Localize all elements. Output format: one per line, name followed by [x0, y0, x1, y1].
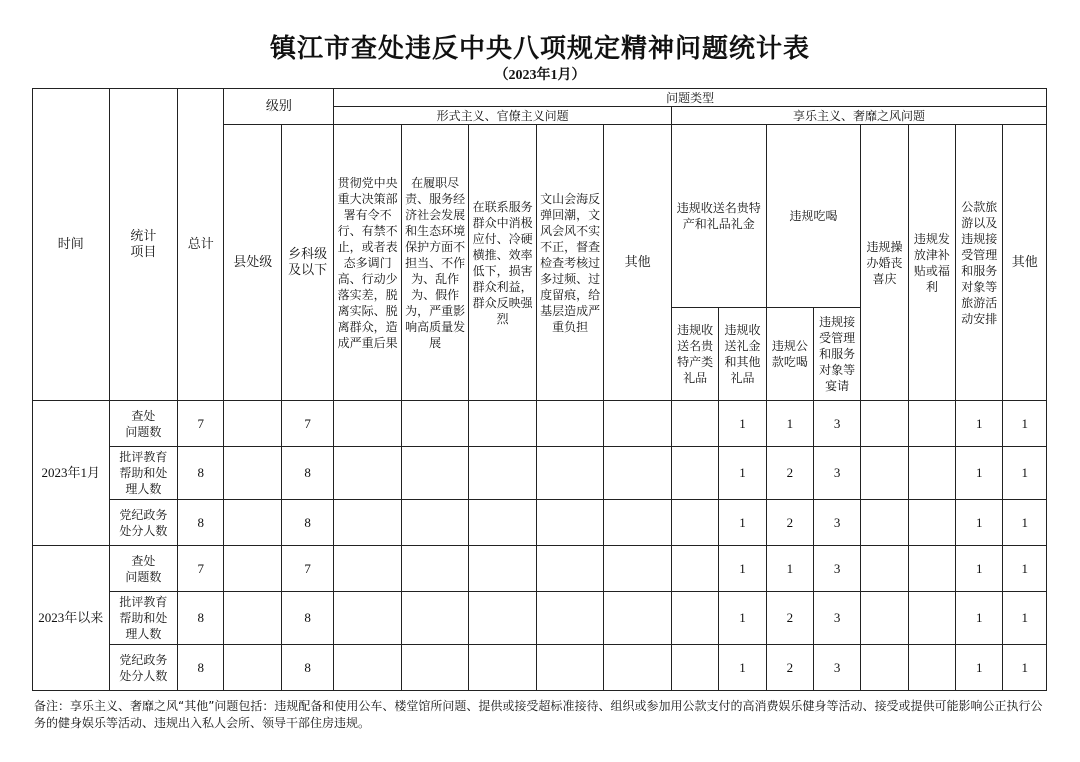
header-travel: 公款旅游以及违规接受管理和服务对象等旅游活动安排 — [956, 125, 1003, 401]
header-eating-banquet: 违规接受管理和服务对象等宴请 — [814, 308, 861, 401]
table-row — [33, 500, 1047, 546]
page-subtitle: （2023年1月） — [494, 68, 586, 83]
header-level: 级别 — [224, 89, 334, 125]
other-cell: 1 — [1003, 500, 1047, 546]
page-title: 镇江市查处违反中央八项规定精神问题统计表 — [269, 34, 810, 64]
formalism-other-cell — [604, 447, 672, 500]
gifts-specialty-cell — [671, 401, 718, 447]
total-cell: 8 — [178, 592, 224, 645]
total-cell: 8 — [178, 645, 224, 691]
wedding-cell — [861, 645, 908, 691]
formalism-2-cell — [401, 500, 469, 546]
formalism-2-cell — [401, 401, 469, 447]
eating-public-cell: 1 — [766, 546, 813, 592]
header-hedonism: 享乐主义、奢靡之风问题 — [671, 107, 1046, 125]
formalism-4-cell — [536, 645, 604, 691]
item-label-cell: 党纪政务 处分人数 — [109, 500, 178, 546]
header-county-level: 县处级 — [224, 125, 281, 401]
header-formalism: 形式主义、官僚主义问题 — [334, 107, 672, 125]
formalism-3-cell — [469, 401, 537, 447]
eating-public-cell: 2 — [766, 592, 813, 645]
header-formalism-col3: 在联系服务群众中消极应付、冷硬横推、效率低下，损害群众利益，群众反映强烈 — [469, 125, 537, 401]
header-gifts-cash: 违规收送礼金和其他礼品 — [719, 308, 766, 401]
travel-cell: 1 — [956, 645, 1003, 691]
travel-cell: 1 — [956, 546, 1003, 592]
table-row — [33, 447, 1047, 500]
item-label-cell: 党纪政务 处分人数 — [109, 645, 178, 691]
formalism-2-cell — [401, 447, 469, 500]
formalism-1-cell — [334, 401, 402, 447]
township-cell: 8 — [281, 447, 333, 500]
time-period-cell: 2023年1月 — [33, 401, 110, 546]
gifts-specialty-cell — [671, 447, 718, 500]
total-cell: 7 — [178, 546, 224, 592]
header-hedonism-other: 其他 — [1003, 125, 1047, 401]
township-cell: 8 — [281, 645, 333, 691]
header-township-level: 乡科级 及以下 — [281, 125, 333, 401]
formalism-2-cell — [401, 645, 469, 691]
subsidy-cell — [908, 546, 955, 592]
table-row — [33, 401, 1047, 447]
county-cell — [224, 645, 281, 691]
header-formalism-other: 其他 — [604, 125, 672, 401]
township-cell: 7 — [281, 546, 333, 592]
gifts-cash-cell: 1 — [719, 592, 766, 645]
formalism-1-cell — [334, 592, 402, 645]
travel-cell: 1 — [956, 592, 1003, 645]
gifts-specialty-cell — [671, 500, 718, 546]
formalism-3-cell — [469, 447, 537, 500]
other-cell: 1 — [1003, 546, 1047, 592]
item-label-cell: 批评教育 帮助和处 理人数 — [109, 592, 178, 645]
table-row — [33, 645, 1047, 691]
county-cell — [224, 401, 281, 447]
subsidy-cell — [908, 592, 955, 645]
eating-banquet-cell: 3 — [814, 500, 861, 546]
formalism-4-cell — [536, 500, 604, 546]
formalism-other-cell — [604, 645, 672, 691]
gifts-specialty-cell — [671, 546, 718, 592]
eating-banquet-cell: 3 — [814, 645, 861, 691]
table-note: 备注：享乐主义、奢靡之风“其他”问题包括：违规配备和使用公车、楼堂馆所问题、提供或接受超标准接待、组织或参加用公款支付的高消费娱乐健身等活动、接受或提供可能影响公正执行公务的健身娱乐等活动、违规出入私人会所、领导干部住房违规。 — [34, 699, 1043, 730]
gifts-cash-cell: 1 — [719, 447, 766, 500]
formalism-other-cell — [604, 546, 672, 592]
formalism-1-cell — [334, 500, 402, 546]
formalism-4-cell — [536, 447, 604, 500]
subsidy-cell — [908, 645, 955, 691]
header-formalism-col4: 文山会海反弹回潮，文风会风不实不正，督查检查考核过多过频、过度留痕，给基层造成严重负担 — [536, 125, 604, 401]
header-subsidy: 违规发放津补贴或福利 — [908, 125, 955, 401]
table-row — [33, 546, 1047, 592]
other-cell: 1 — [1003, 592, 1047, 645]
item-label-cell: 查处 问题数 — [109, 546, 178, 592]
gifts-cash-cell: 1 — [719, 546, 766, 592]
formalism-2-cell — [401, 546, 469, 592]
subsidy-cell — [908, 500, 955, 546]
header-eating-public: 违规公款吃喝 — [766, 308, 813, 401]
total-cell: 8 — [178, 500, 224, 546]
header-eating: 违规吃喝 — [766, 125, 861, 308]
header-wedding: 违规操办婚丧喜庆 — [861, 125, 908, 401]
township-cell: 7 — [281, 401, 333, 447]
eating-banquet-cell: 3 — [814, 546, 861, 592]
header-total: 总计 — [178, 89, 224, 401]
header-formalism-col1: 贯彻党中央重大决策部署有令不行、有禁不止，或者表态多调门高、行动少落实差，脱离实际、脱离群众，造成严重后果 — [334, 125, 402, 401]
gifts-specialty-cell — [671, 592, 718, 645]
eating-public-cell: 1 — [766, 401, 813, 447]
subsidy-cell — [908, 447, 955, 500]
formalism-1-cell — [334, 447, 402, 500]
total-cell: 8 — [178, 447, 224, 500]
county-cell — [224, 500, 281, 546]
total-cell: 7 — [178, 401, 224, 447]
wedding-cell — [861, 592, 908, 645]
county-cell — [224, 546, 281, 592]
eating-banquet-cell: 3 — [814, 401, 861, 447]
item-label-cell: 批评教育 帮助和处 理人数 — [109, 447, 178, 500]
header-time: 时间 — [33, 89, 110, 401]
formalism-4-cell — [536, 401, 604, 447]
eating-public-cell: 2 — [766, 500, 813, 546]
gifts-cash-cell: 1 — [719, 645, 766, 691]
eating-banquet-cell: 3 — [814, 447, 861, 500]
formalism-1-cell — [334, 546, 402, 592]
subsidy-cell — [908, 401, 955, 447]
travel-cell: 1 — [956, 401, 1003, 447]
gifts-cash-cell: 1 — [719, 500, 766, 546]
gifts-cash-cell: 1 — [719, 401, 766, 447]
formalism-other-cell — [604, 592, 672, 645]
formalism-3-cell — [469, 546, 537, 592]
formalism-4-cell — [536, 592, 604, 645]
formalism-2-cell — [401, 592, 469, 645]
formalism-3-cell — [469, 500, 537, 546]
time-period-cell: 2023年以来 — [33, 546, 110, 691]
township-cell: 8 — [281, 500, 333, 546]
header-formalism-col2: 在履职尽责、服务经济社会发展和生态环境保护方面不担当、不作为、乱作为、假作为，严重影响高质量发展 — [401, 125, 469, 401]
eating-public-cell: 2 — [766, 447, 813, 500]
statistics-table — [32, 88, 1047, 691]
formalism-3-cell — [469, 592, 537, 645]
header-problem-type: 问题类型 — [334, 89, 1047, 107]
wedding-cell — [861, 546, 908, 592]
formalism-3-cell — [469, 645, 537, 691]
header-gifts: 违规收送名贵特产和礼品礼金 — [671, 125, 766, 308]
county-cell — [224, 447, 281, 500]
other-cell: 1 — [1003, 447, 1047, 500]
township-cell: 8 — [281, 592, 333, 645]
wedding-cell — [861, 401, 908, 447]
travel-cell: 1 — [956, 447, 1003, 500]
eating-public-cell: 2 — [766, 645, 813, 691]
formalism-1-cell — [334, 645, 402, 691]
wedding-cell — [861, 447, 908, 500]
county-cell — [224, 592, 281, 645]
other-cell: 1 — [1003, 401, 1047, 447]
formalism-other-cell — [604, 500, 672, 546]
formalism-other-cell — [604, 401, 672, 447]
formalism-4-cell — [536, 546, 604, 592]
header-gifts-specialty: 违规收送名贵特产类礼品 — [671, 308, 718, 401]
eating-banquet-cell: 3 — [814, 592, 861, 645]
table-row — [33, 592, 1047, 645]
other-cell: 1 — [1003, 645, 1047, 691]
wedding-cell — [861, 500, 908, 546]
header-item: 统计 项目 — [109, 89, 178, 401]
item-label-cell: 查处 问题数 — [109, 401, 178, 447]
gifts-specialty-cell — [671, 645, 718, 691]
travel-cell: 1 — [956, 500, 1003, 546]
